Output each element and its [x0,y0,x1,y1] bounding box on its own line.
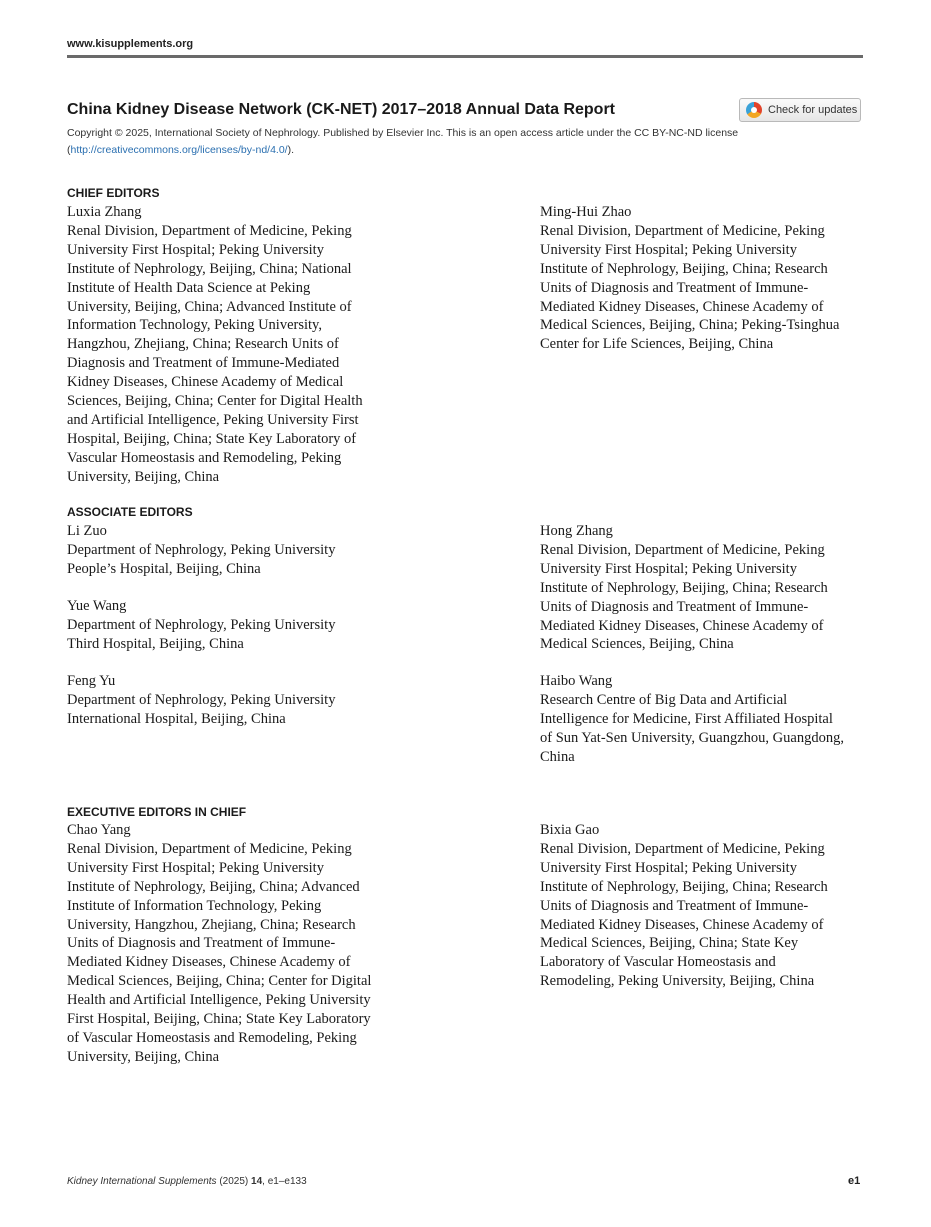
editor-name: Ming-Hui Zhao [540,204,632,220]
editor-name: Bixia Gao [540,822,600,838]
editor-affiliation-line: University, Beijing, China [67,1048,220,1065]
journal-year: (2025) [219,1176,249,1187]
editor-affiliation-line: Institute of Nephrology, Beijing, China; Research [540,878,828,895]
editor-affiliation-line: of Sun Yat-Sen University, Guangzhou, Guangdong, [540,729,844,746]
editor-affiliation-line: Renal Division, Department of Medicine, Peking [540,541,825,558]
editor-affiliation-line: China [540,748,575,765]
editor-affiliation-line: Units of Diagnosis and Treatment of Immune- [67,935,336,952]
editor-affiliation-line: University First Hospital; Peking University [540,241,797,258]
editor-affiliation-line: Renal Division, Department of Medicine, Peking [67,222,352,239]
editor-affiliation-line: Information Technology, Peking University, [67,317,322,334]
editor-affiliation-line: Sciences, Beijing, China; Center for Digital Health [67,393,363,410]
footer-citation [67,1176,307,1187]
editor-affiliation-line: Hangzhou, Zhejiang, China; Research Units of [67,336,339,353]
editor-affiliation-line: University, Hangzhou, Zhejiang, China; Research [67,916,356,933]
copyright-suffix: ). [287,144,295,156]
editor-affiliation-line: University First Hospital; Peking University [67,241,324,258]
editor-affiliation-line: Mediated Kidney Diseases, Chinese Academy of [540,617,824,634]
journal-volume: 14 [251,1176,263,1187]
editor-affiliation-line: Research Centre of Big Data and Artificial [540,691,788,708]
editor-affiliation-line: and Artificial Intelligence, Peking University First [67,411,359,428]
editor-affiliation-line: Institute of Nephrology, Beijing, China; Research [540,260,828,277]
editor-entry [540,821,828,991]
editor-affiliation-line: Medical Sciences, Beijing, China; State Key [540,935,799,952]
editor-affiliation-line: University First Hospital; Peking University [540,859,797,876]
editor-entry [67,597,335,654]
editor-entry [540,672,844,767]
editor-affiliation-line: Institute of Information Technology, Peking [67,897,322,914]
check-for-updates-button[interactable] [739,98,861,122]
editor-affiliation-line: Mediated Kidney Diseases, Chinese Academy of [67,954,351,971]
editor-affiliation-line: University, Beijing, China [67,468,220,485]
journal-pages: , e1–e133 [262,1176,307,1187]
crossmark-icon [746,102,762,118]
editor-name: Li Zuo [67,523,107,539]
section-heading-associate-editors: ASSOCIATE EDITORS [67,505,193,519]
editor-affiliation-line: Renal Division, Department of Medicine, Peking [67,840,352,857]
editor-affiliation-line: University First Hospital; Peking University [67,859,324,876]
editor-name: Haibo Wang [540,673,613,689]
journal-name: Kidney International Supplements [67,1176,217,1187]
editor-affiliation-line: Units of Diagnosis and Treatment of Immune- [540,598,809,615]
header-rule [67,55,863,58]
editor-affiliation-line: Renal Division, Department of Medicine, Peking [540,840,825,857]
editor-affiliation-line: Department of Nephrology, Peking University [67,691,336,708]
editor-name: Hong Zhang [540,523,613,539]
editor-affiliation-line: Hospital, Beijing, China; State Key Laboratory of [67,430,357,447]
editor-affiliation-line: Diagnosis and Treatment of Immune-Mediated [67,355,340,372]
section-heading-chief-editors: CHIEF EDITORS [67,186,160,200]
site-url[interactable]: www.kisupplements.org [67,38,194,50]
copyright-text: Copyright © 2025, International Society of Nephrology. Published by Elsevier Inc. This is an open access article under the CC BY-NC-ND license ( [67,127,739,156]
editor-affiliation-line: Department of Nephrology, Peking University [67,541,336,558]
editor-affiliation-line: First Hospital, Beijing, China; State Key Laboratory [67,1011,371,1028]
editor-name: Yue Wang [67,598,127,614]
editor-affiliation-line: Department of Nephrology, Peking University [67,616,336,633]
editor-affiliation-line: Third Hospital, Beijing, China [67,635,244,652]
editor-entry [67,522,335,579]
editor-affiliation-line: of Vascular Homeostasis and Remodeling, Peking [67,1029,357,1046]
editor-entry [540,522,828,654]
editor-affiliation-line: Units of Diagnosis and Treatment of Immune- [540,897,809,914]
editor-affiliation-line: Units of Diagnosis and Treatment of Immune- [540,279,809,296]
editor-name: Chao Yang [67,822,131,838]
copyright-notice [67,125,863,159]
editor-affiliation-line: Institute of Nephrology, Beijing, China; Research [540,579,828,596]
editor-affiliation-line: Medical Sciences, Beijing, China [540,636,734,653]
editor-affiliation-line: Medical Sciences, Beijing, China; Center for Digital [67,973,372,990]
editor-affiliation-line: Medical Sciences, Beijing, China; Peking-Tsinghua [540,317,840,334]
editor-affiliation-line: Mediated Kidney Diseases, Chinese Academy of [540,916,824,933]
editor-affiliation-line: Kidney Diseases, Chinese Academy of Medical [67,374,344,391]
editor-affiliation-line: Intelligence for Medicine, First Affiliated Hospital [540,710,833,727]
editor-name: Feng Yu [67,673,116,689]
editor-affiliation-line: Vascular Homeostasis and Remodeling, Peking [67,449,342,466]
editor-affiliation-line: Center for Life Sciences, Beijing, China [540,336,774,353]
section-heading-executive-editors: EXECUTIVE EDITORS IN CHIEF [67,805,247,819]
editor-affiliation-line: International Hospital, Beijing, China [67,710,286,727]
editor-affiliation-line: Renal Division, Department of Medicine, Peking [540,222,825,239]
editor-entry [67,203,363,487]
editor-affiliation-line: Laboratory of Vascular Homeostasis and [540,954,776,971]
editor-affiliation-line: Institute of Health Data Science at Peking [67,279,311,296]
page-number: e1 [848,1175,861,1187]
editor-affiliation-line: University First Hospital; Peking University [540,560,797,577]
editor-entry [67,821,371,1067]
editor-entry [67,672,335,729]
license-link[interactable]: http://creativecommons.org/licenses/by-nd/4.0/ [70,144,288,156]
article-title: China Kidney Disease Network (CK-NET) 2017–2018 Annual Data Report [67,101,616,118]
editor-affiliation-line: Institute of Nephrology, Beijing, China; National [67,260,352,277]
editor-affiliation-line: Mediated Kidney Diseases, Chinese Academy of [540,298,824,315]
editor-affiliation-line: Remodeling, Peking University, Beijing, China [540,973,815,990]
editor-name: Luxia Zhang [67,204,142,220]
editor-entry [540,203,839,354]
editor-affiliation-line: University, Beijing, China; Advanced Institute of [67,298,352,315]
check-for-updates-label: Check for updates [768,104,858,116]
editor-affiliation-line: Health and Artificial Intelligence, Peking University [67,992,371,1009]
editor-affiliation-line: Institute of Nephrology, Beijing, China; Advanced [67,878,360,895]
editor-affiliation-line: People’s Hospital, Beijing, China [67,560,261,577]
